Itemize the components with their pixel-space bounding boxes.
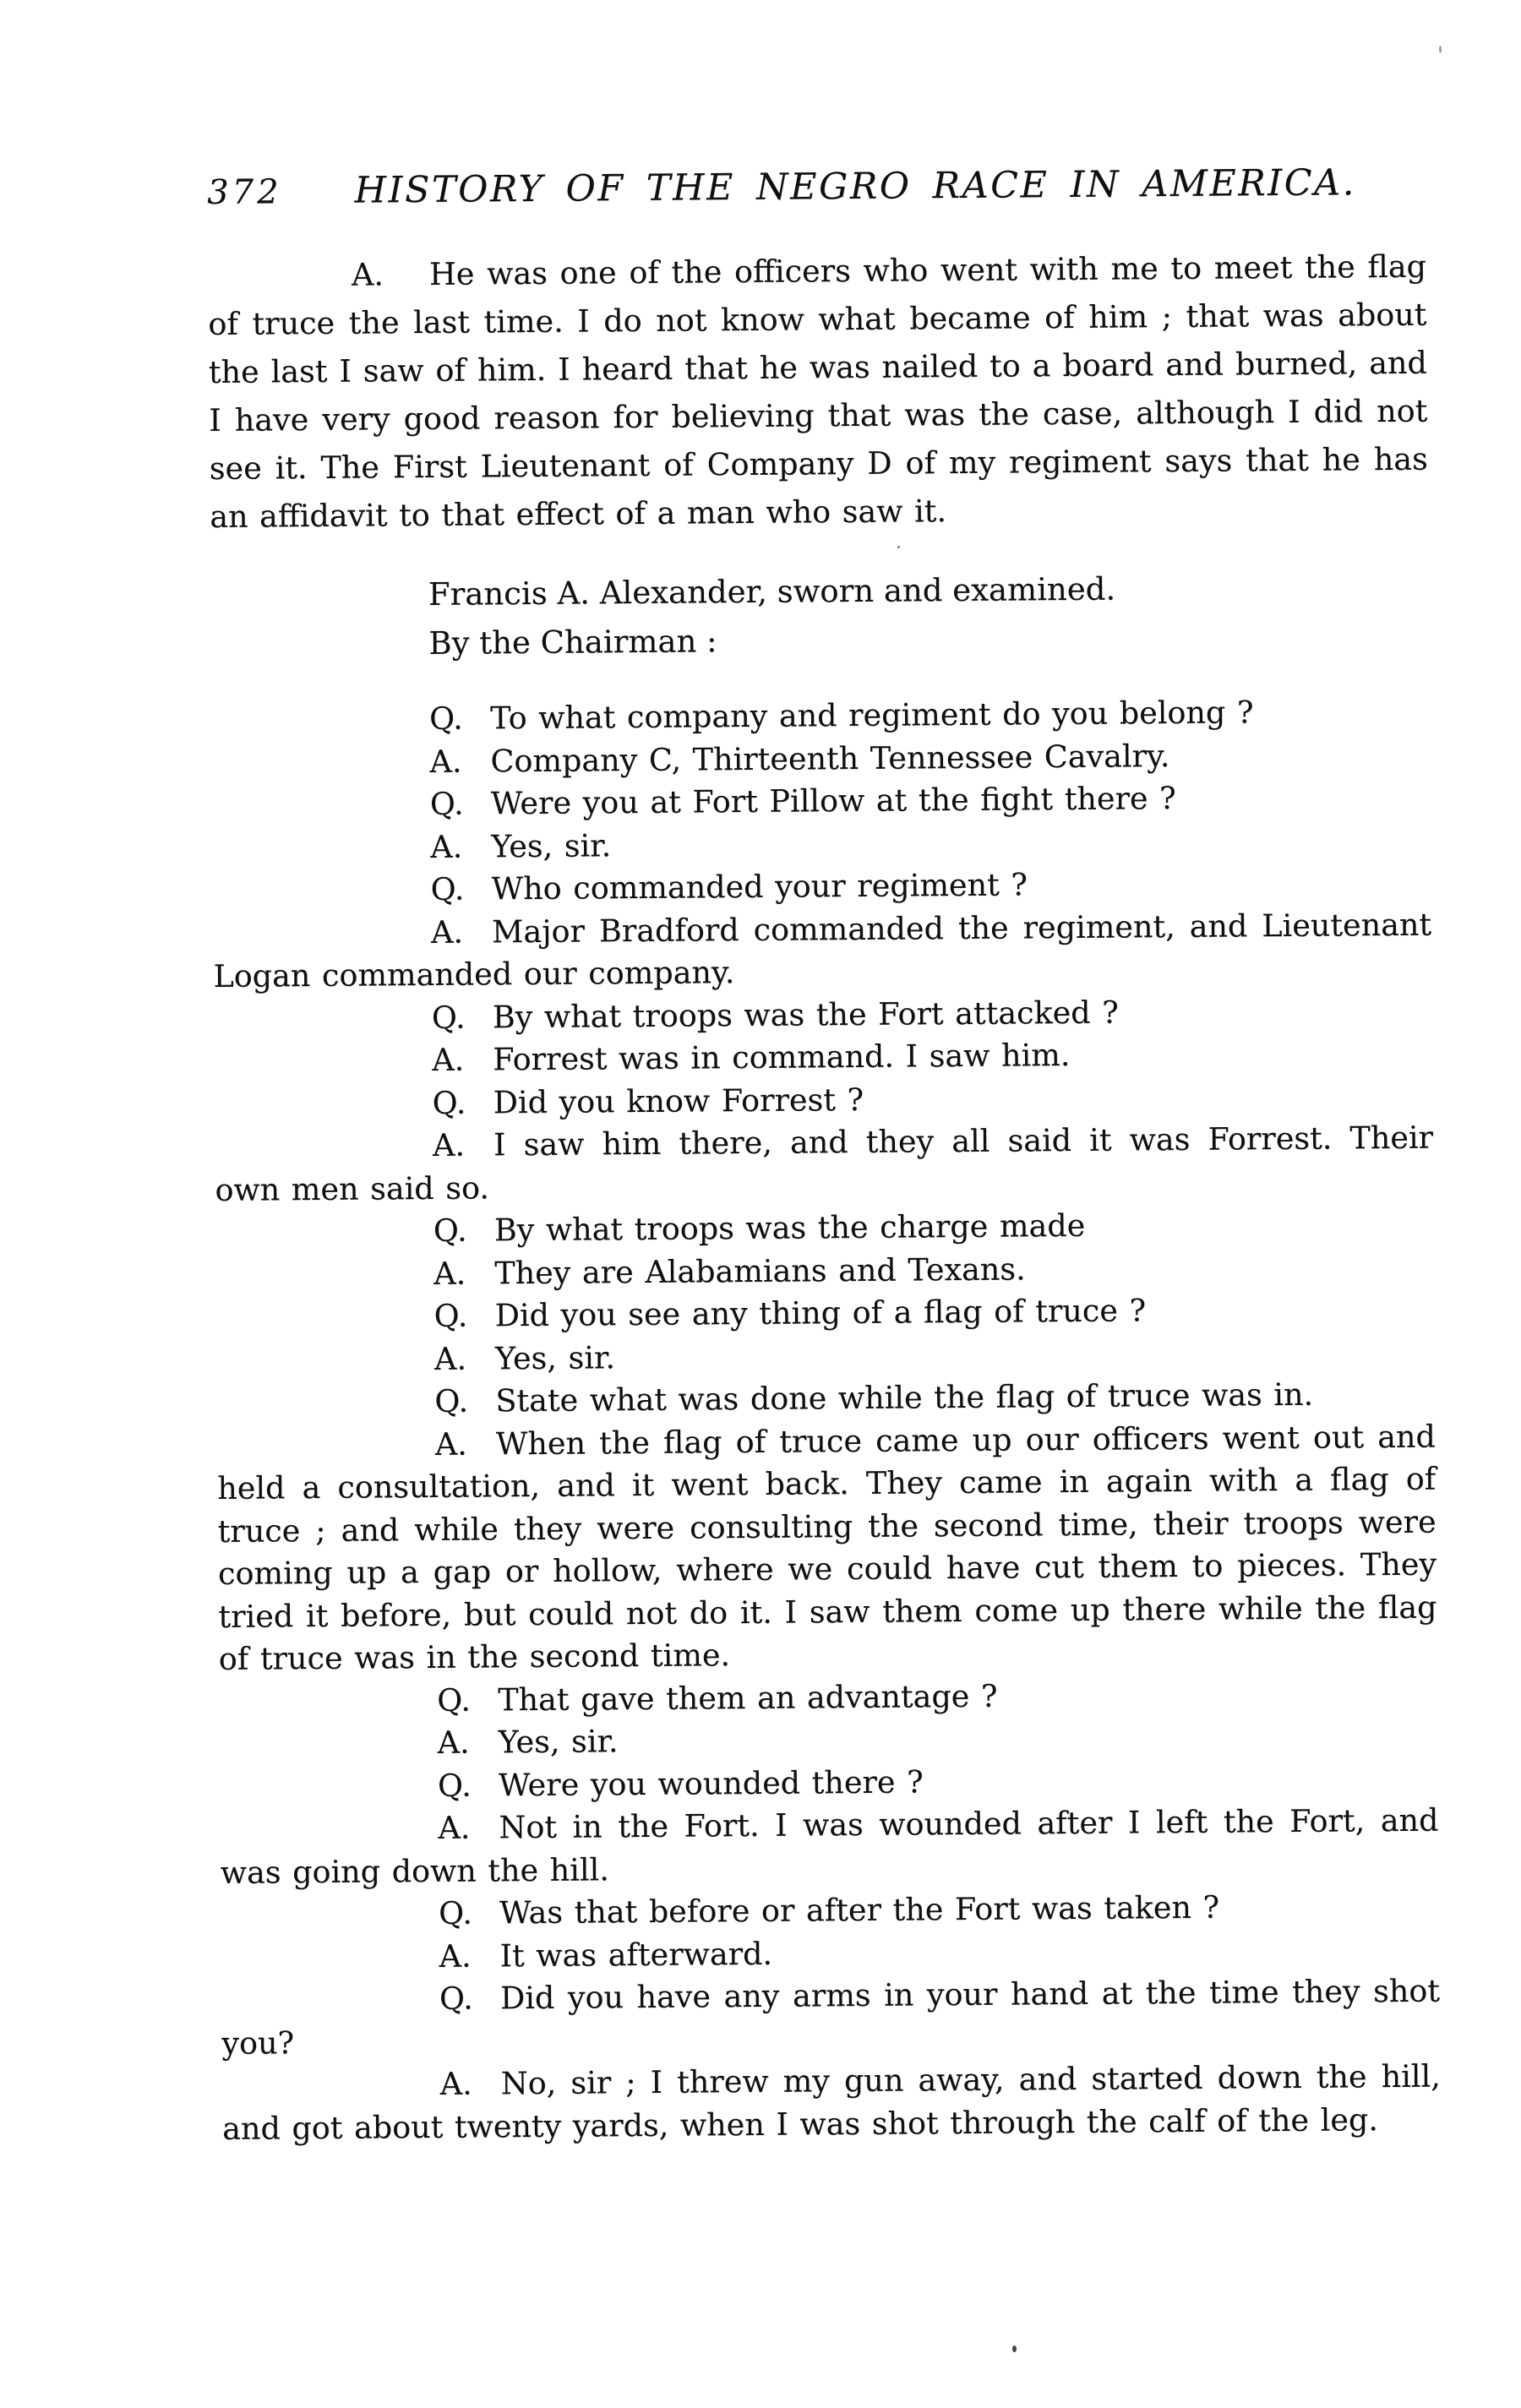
opening-answer-paragraph <box>208 242 1429 541</box>
speaker-label: Q. <box>439 1894 473 1931</box>
speaker-label: A. <box>438 1809 471 1846</box>
ink-speck <box>1012 2345 1017 2352</box>
qa-text: State what was done while the flag of truce was in. <box>495 1376 1314 1419</box>
qa-text: I saw him there, and they all said it was Forrest. Their own men said so. <box>215 1119 1434 1208</box>
ink-speck <box>897 546 900 548</box>
speaker-label: Q. <box>432 1084 466 1121</box>
speaker-label: Q. <box>431 999 466 1036</box>
testimony-list <box>211 690 1441 2150</box>
qa-text: That gave them an advantage ? <box>498 1677 998 1718</box>
speaker-label: A. <box>433 1255 466 1292</box>
speaker-label: A. <box>432 1041 465 1078</box>
qa-text: Did you know Forrest ? <box>493 1081 864 1120</box>
speaker-label: A. <box>437 1724 470 1761</box>
qa-item <box>222 2056 1442 2150</box>
qa-text: Were you at Fort Pillow at the fight there ? <box>490 780 1176 822</box>
qa-text: Major Bradford commanded the regiment, and Lieutenant Logan commanded our company. <box>213 906 1432 994</box>
speaker-label: A. <box>351 256 384 293</box>
qa-text: It was afterward. <box>499 1935 773 1974</box>
speaker-label: Q. <box>428 700 463 737</box>
speaker-label: Q. <box>433 1212 467 1249</box>
speaker-label: Q. <box>430 870 465 907</box>
speaker-label: A. <box>429 743 462 780</box>
qa-item <box>217 1415 1437 1681</box>
qa-text: Did you have any arms in your hand at the time they shot you? <box>221 1972 1441 2062</box>
running-header <box>207 161 1426 213</box>
qa-text: Yes, sir. <box>491 826 612 864</box>
qa-text: Yes, sir. <box>494 1338 616 1376</box>
speaker-label: Q. <box>434 1382 469 1419</box>
qa-text: To what company and regiment do you belong ? <box>489 694 1254 737</box>
speaker-label: A. <box>430 828 463 865</box>
speaker-label: Q. <box>429 785 464 822</box>
qa-text: Were you wounded there ? <box>498 1762 924 1803</box>
witness-sworn-line: Francis A. Alexander, sworn and examined. <box>428 570 1116 613</box>
speaker-label: A. <box>430 913 464 951</box>
ink-speck <box>1439 46 1442 53</box>
speaker-label: Q. <box>439 1980 473 2017</box>
speaker-label: Q. <box>437 1767 472 1804</box>
qa-text: Not in the Fort. I was wounded after I left the Fort, and was going down the hill. <box>220 1801 1439 1891</box>
examiner-line: By the Chairman : <box>428 623 717 662</box>
speaker-label: A. <box>434 1425 467 1463</box>
qa-text: No, sir ; I threw my gun away, and started down the hill, and got about twenty yards, when I was shot through the calf of the leg. <box>222 2057 1441 2147</box>
speaker-label: Q. <box>433 1297 468 1334</box>
speaker-label: A. <box>432 1126 466 1163</box>
qa-item <box>221 1970 1441 2065</box>
page-number: 372 <box>207 172 282 212</box>
page-content <box>207 161 1441 2150</box>
qa-text: Company C, Thirteenth Tennessee Cavalry. <box>490 737 1170 779</box>
qa-item <box>220 1800 1439 1894</box>
qa-text: Who commanded your regiment ? <box>491 866 1028 907</box>
speaker-label: Q. <box>437 1681 472 1719</box>
speaker-label: A. <box>439 1937 472 1975</box>
qa-item <box>215 1117 1434 1212</box>
qa-text: They are Alabamians and Texans. <box>494 1250 1026 1291</box>
qa-text: When the flag of truce came up our officers went out and held a consultation, and it went back. They came in again with a flag of truce ; and while they were consulting the second time, their troops were coming up a gap or hollow, where we could have cut them to pieces. They tried it before, but could not do it. I saw them come up there while the flag of truce was in the second time. <box>217 1418 1437 1677</box>
qa-text: Yes, sir. <box>498 1723 619 1761</box>
speaker-label: A. <box>439 2065 472 2102</box>
opening-answer-text: He was one of the officers who went with me to meet the flag of truce the last time. I do not know what became of him ; that was about the last I saw of him. I heard that he was nailed to a board and burned, and I have very good reason for believing that was the case, although I did not see it. The First Lieutenant of Company D of my regiment says that he has an affidavit to that effect of a man who saw it. <box>208 248 1428 535</box>
qa-item <box>213 903 1432 998</box>
qa-text: Forrest was in command. I saw him. <box>493 1037 1071 1078</box>
running-head-title: HISTORY OF THE NEGRO RACE IN AMERICA. <box>354 161 1356 212</box>
qa-text: Did you see any thing of a flag of truce ? <box>494 1292 1147 1334</box>
qa-text: By what troops was the charge made <box>493 1207 1086 1249</box>
qa-text: Was that before or after the Fort was taken ? <box>499 1888 1220 1931</box>
qa-text: By what troops was the Fort attacked ? <box>492 994 1119 1035</box>
speaker-label: A. <box>433 1340 467 1377</box>
